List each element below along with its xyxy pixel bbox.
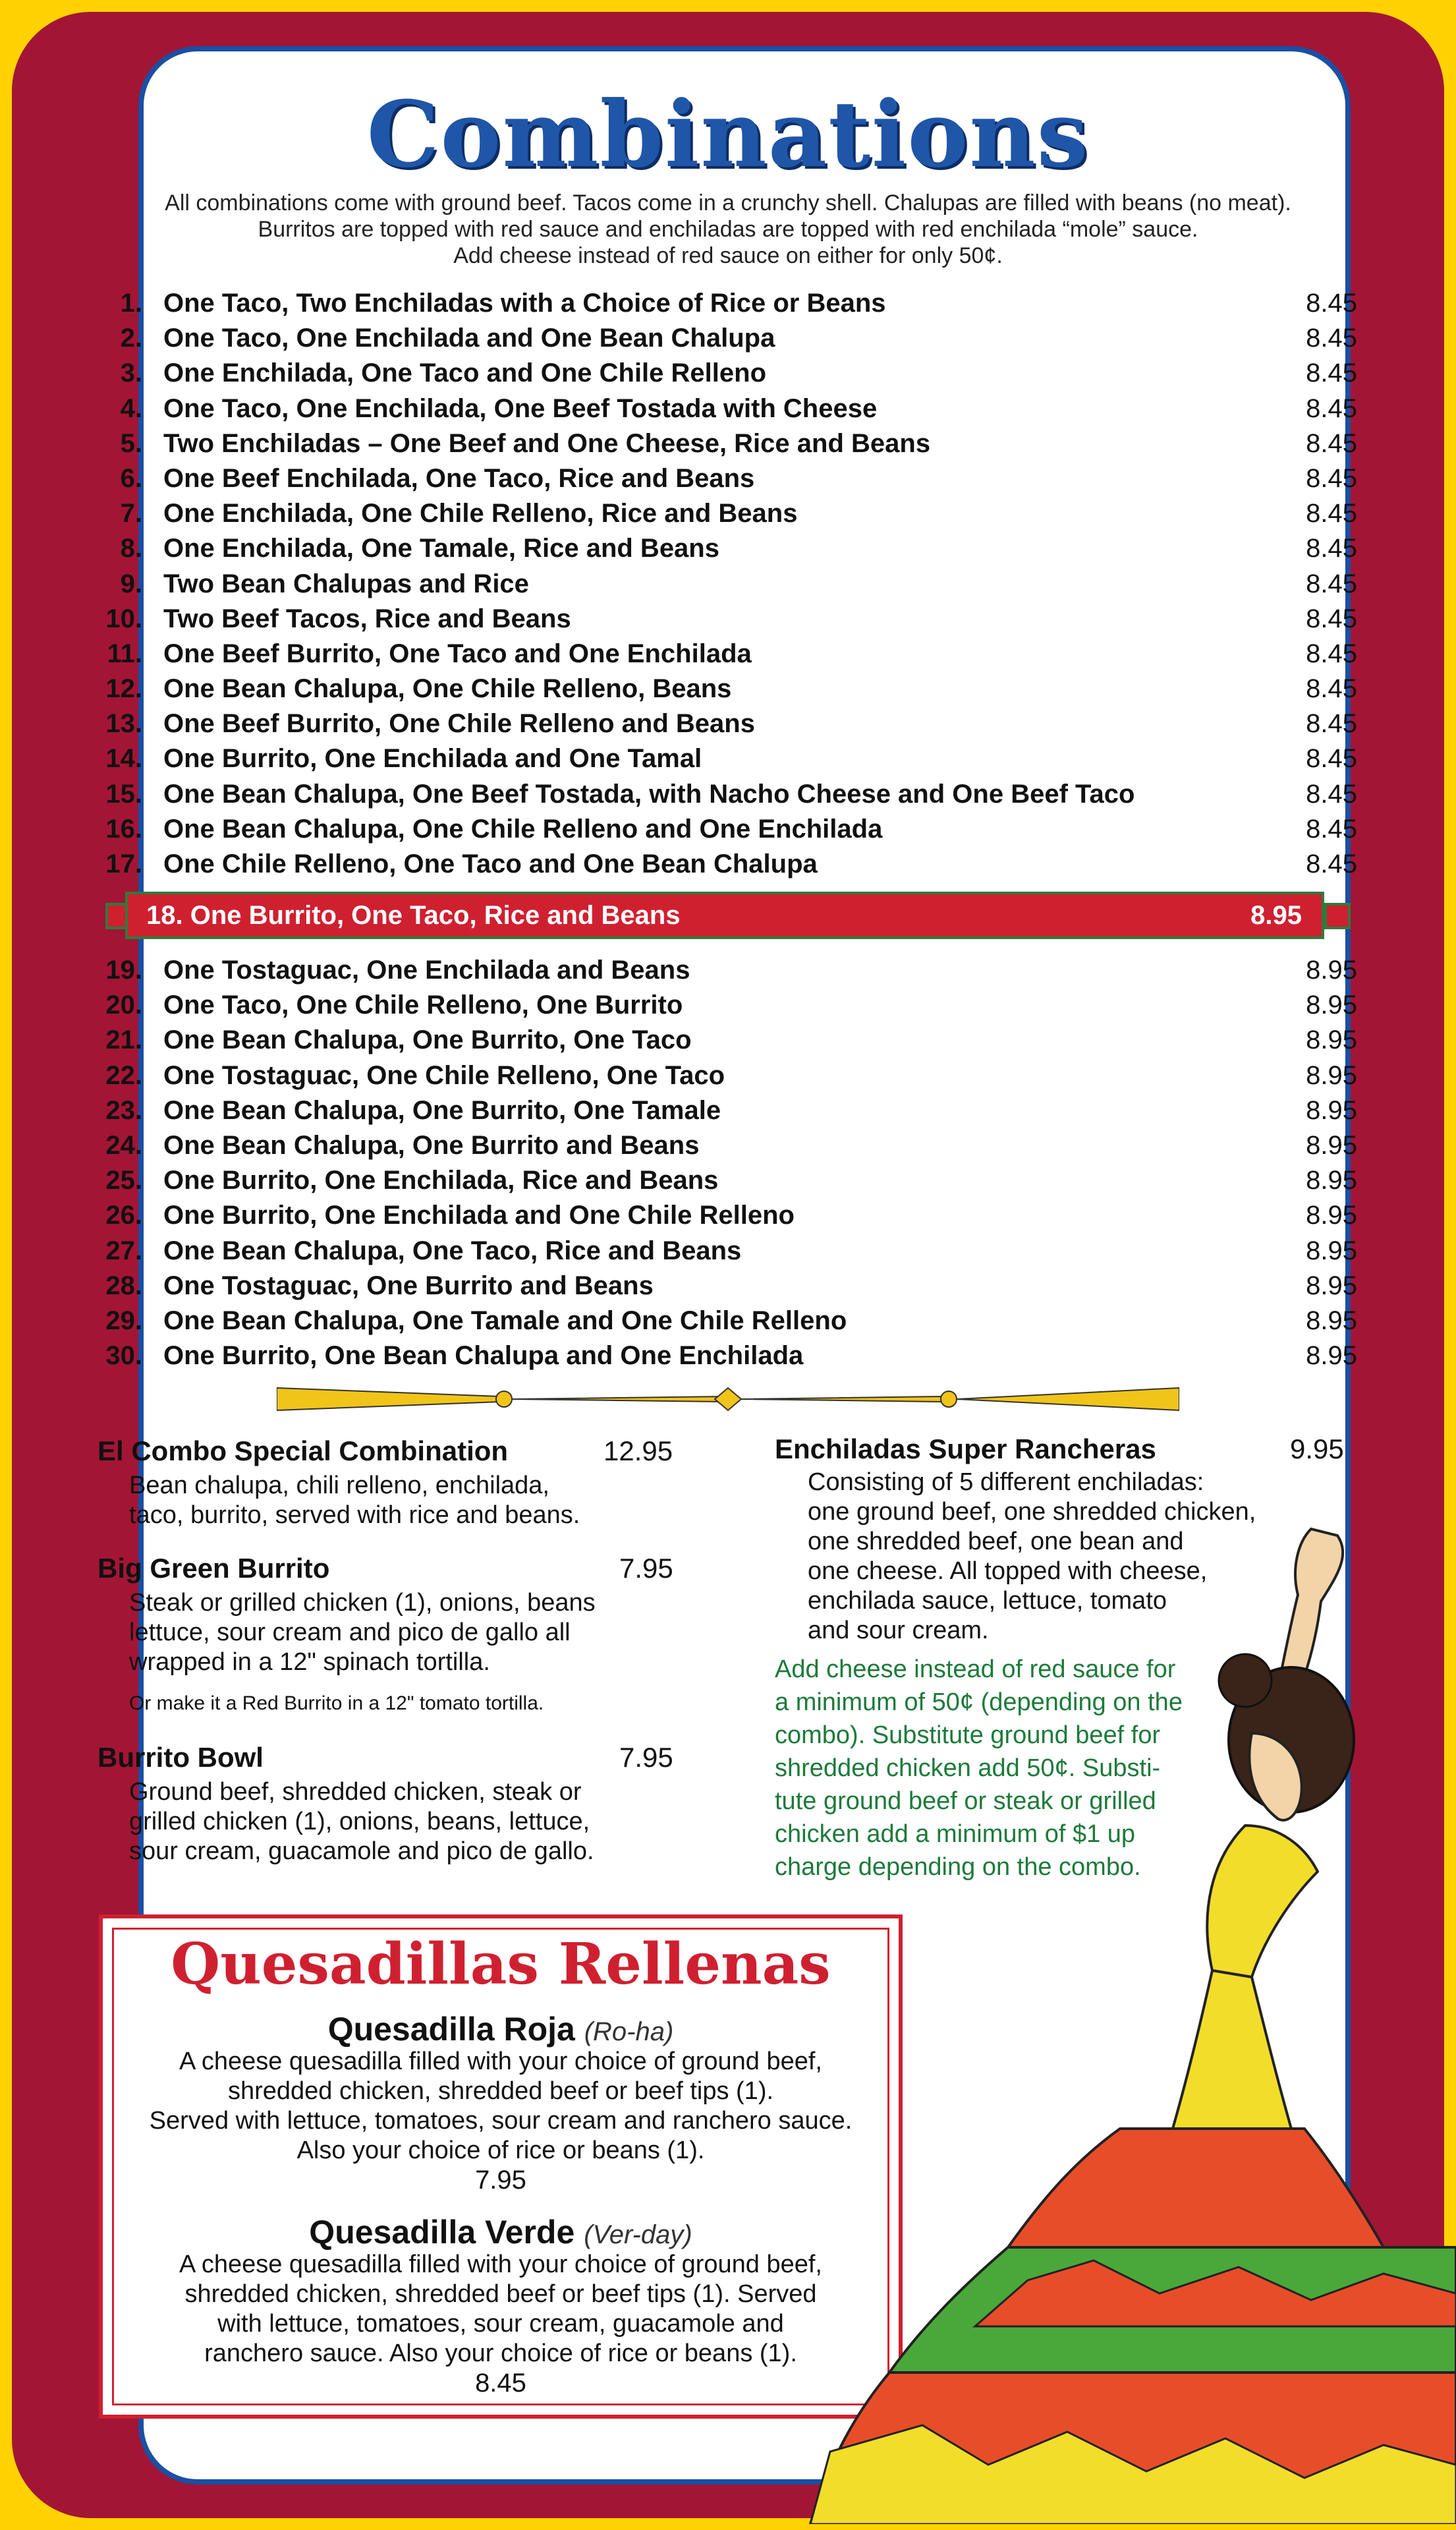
combo-row — [99, 1023, 1357, 1058]
note-line: shredded chicken add 50¢. Substi- — [775, 1754, 1161, 1782]
combo-number: 11. — [107, 639, 142, 668]
desc-line: grilled chicken (1), onions, beans, lettuce, — [129, 1808, 590, 1835]
desc-line: and sour cream. — [808, 1617, 989, 1644]
desc-line: enchilada sauce, lettuce, tomato — [808, 1587, 1167, 1615]
desc-line: Bean chalupa, chili relleno, enchilada, — [129, 1472, 549, 1499]
combo-price: 8.45 — [1306, 639, 1357, 668]
combo-row — [99, 567, 1357, 602]
intro-line: Burritos are topped with red sauce and enchiladas are topped with red enchilada “mole” sauce. — [258, 217, 1198, 242]
flamenco-dancer-illustration — [791, 1516, 1456, 2524]
combo-row — [99, 531, 1357, 566]
combo-price: 8.95 — [1306, 1095, 1357, 1125]
combo-name: Two Bean Chalupas and Rice — [163, 569, 529, 598]
quesadilla-verde-price: 8.45 — [475, 2369, 526, 2398]
desc-line: one ground beef, one shredded chicken, — [808, 1498, 1256, 1526]
quesadilla-roja-name — [99, 2010, 903, 2048]
combo-row — [99, 321, 1357, 356]
combo-row — [99, 637, 1357, 672]
burrito-bowl-desc — [129, 1777, 594, 1866]
combo-name: One Bean Chalupa, One Burrito, One Tamale — [163, 1095, 721, 1125]
combo-number: 30. — [105, 1341, 142, 1371]
super-rancheras-price: 9.95 — [1290, 1433, 1344, 1464]
combo-number: 14. — [105, 744, 142, 774]
combo-row — [99, 286, 1357, 321]
desc-line: one shredded beef, one bean and — [808, 1528, 1184, 1555]
desc-line: Consisting of 5 different enchiladas: — [808, 1468, 1204, 1496]
combo-name: Two Enchiladas – One Beef and One Cheese, Rice and Beans — [163, 428, 931, 458]
combo-number: 3. — [120, 359, 142, 388]
combo-price: 8.95 — [1306, 1306, 1357, 1335]
desc-line: wrapped in a 12" spinach tortilla. — [129, 1648, 490, 1676]
note-line: combo). Substitute ground beef for — [775, 1721, 1161, 1749]
combo-price: 8.45 — [1306, 393, 1357, 423]
combo-number: 26. — [105, 1201, 142, 1230]
combo-price: 8.95 — [1306, 991, 1357, 1020]
combo-price: 8.95 — [1306, 1236, 1357, 1265]
combo-price: 8.95 — [1306, 1025, 1357, 1055]
combo-name: One Beef Burrito, One Taco and One Enchilada — [163, 639, 752, 668]
combo-name: One Tostaguac, One Enchilada and Beans — [163, 956, 690, 985]
combo-number: 19. — [105, 956, 142, 985]
combo-row — [99, 1304, 1357, 1338]
combo-price: 8.45 — [1306, 534, 1357, 563]
pronunciation: (Ver-day) — [584, 2220, 692, 2249]
desc-line: lettuce, sour cream and pico de gallo all — [129, 1619, 571, 1646]
combo-price: 8.95 — [1306, 1130, 1357, 1160]
intro-line: Add cheese instead of red sauce on either for only 50¢. — [453, 243, 1003, 268]
combo-row — [99, 1234, 1357, 1269]
desc-line: shredded chicken, shredded beef or beef tips (1). — [227, 2077, 774, 2105]
combo-name: One Burrito, One Enchilada, Rice and Beans — [163, 1166, 719, 1195]
combo-name: One Taco, One Enchilada and One Bean Chalupa — [163, 324, 775, 353]
el-combo-title: El Combo Special Combination — [98, 1435, 509, 1466]
quesadilla-verde-name — [99, 2213, 903, 2251]
combo-name: One Beef Enchilada, One Taco, Rice and Beans — [163, 463, 755, 493]
combo-row — [99, 461, 1357, 496]
combo-number: 27. — [105, 1236, 142, 1265]
combo-row — [99, 496, 1357, 531]
big-green-price: 7.95 — [619, 1553, 673, 1584]
combo-price: 8.45 — [1306, 499, 1357, 529]
combo-row — [99, 777, 1357, 812]
combo-number: 16. — [105, 814, 142, 844]
note-line: tute ground beef or steak or grilled — [775, 1787, 1156, 1815]
dish-name: Quesadilla Verde — [309, 2214, 575, 2251]
combo-number: 12. — [105, 674, 142, 704]
combo-name: One Bean Chalupa, One Chile Relleno, Beans — [163, 674, 732, 704]
combo-row — [99, 602, 1357, 637]
desc-line: one cheese. All topped with cheese, — [808, 1557, 1208, 1585]
highlight-price: 8.95 — [1250, 901, 1302, 930]
combo-row — [99, 356, 1357, 391]
combo-name: Two Beef Tacos, Rice and Beans — [163, 604, 571, 633]
combo-number: 9. — [120, 569, 142, 598]
note-line: charge depending on the combo. — [775, 1853, 1141, 1881]
combo-price: 8.45 — [1306, 674, 1357, 704]
combo-number: 29. — [105, 1306, 142, 1335]
combo-price: 8.45 — [1306, 289, 1357, 318]
burrito-bowl-price: 7.95 — [619, 1742, 673, 1773]
big-green-note: Or make it a Red Burrito in a 12" tomato tortilla. — [129, 1692, 544, 1714]
desc-line: with lettuce, tomatoes, sour cream, guacamole and — [217, 2310, 784, 2338]
combo-number: 23. — [105, 1095, 142, 1125]
desc-line: taco, burrito, served with rice and beans. — [129, 1501, 580, 1529]
combo-price: 8.45 — [1306, 463, 1357, 493]
combo-number: 13. — [105, 709, 142, 739]
combo-name: One Burrito, One Bean Chalupa and One Enchilada — [163, 1341, 804, 1371]
combo-number: 28. — [105, 1271, 142, 1300]
combo-row — [99, 741, 1357, 776]
combo-number: 2. — [120, 324, 142, 353]
combo-number: 15. — [105, 779, 142, 809]
desc-line: Steak or grilled chicken (1), onions, beans — [129, 1589, 596, 1617]
combo-row — [99, 988, 1357, 1023]
combo-row — [99, 953, 1357, 988]
quesadilla-roja-desc — [99, 2047, 903, 2166]
combo-name: One Chile Relleno, One Taco and One Bean Chalupa — [163, 849, 818, 878]
combo-name: One Tostaguac, One Chile Relleno, One Taco — [163, 1060, 725, 1090]
big-green-desc — [129, 1588, 596, 1677]
super-rancheras-title: Enchiladas Super Rancheras — [775, 1433, 1156, 1464]
combo-number: 21. — [105, 1025, 142, 1055]
combo-row — [99, 672, 1357, 706]
combo-list-2 — [99, 953, 1357, 1373]
quesadillas-title: Quesadillas Rellenas — [171, 1931, 831, 1998]
combo-number: 6. — [120, 463, 142, 493]
combo-row — [99, 812, 1357, 847]
combo-price: 8.95 — [1306, 1201, 1357, 1230]
combo-price: 8.45 — [1306, 744, 1357, 774]
combo-number: 4. — [120, 393, 142, 423]
combo-row — [99, 391, 1357, 426]
combo-price: 8.45 — [1306, 814, 1357, 844]
dish-name: Quesadilla Roja — [327, 2011, 575, 2048]
combo-name: One Taco, One Enchilada, One Beef Tostada with Cheese — [163, 393, 878, 423]
combo-name: One Bean Chalupa, One Chile Relleno and One Enchilada — [163, 814, 883, 844]
highlight-combo-18 — [125, 892, 1324, 939]
combo-row — [99, 1163, 1357, 1198]
combo-number: 10. — [105, 604, 142, 633]
combo-price: 8.45 — [1306, 359, 1357, 388]
note-line: Add cheese instead of red sauce for — [775, 1655, 1176, 1683]
combo-price: 8.95 — [1306, 1166, 1357, 1195]
intro-text — [132, 190, 1324, 269]
combo-price: 8.45 — [1306, 604, 1357, 633]
combo-price: 8.45 — [1306, 779, 1357, 809]
combo-name: One Burrito, One Enchilada and One Chile Relleno — [163, 1201, 795, 1230]
combo-number: 17. — [105, 849, 142, 878]
combo-name: One Enchilada, One Tamale, Rice and Beans — [163, 534, 719, 563]
combo-name: One Taco, Two Enchiladas with a Choice of Rice or Beans — [163, 289, 886, 318]
combo-name: One Enchilada, One Chile Relleno, Rice and Beans — [163, 499, 798, 529]
combo-row — [99, 1269, 1357, 1304]
combo-price: 8.45 — [1306, 849, 1357, 878]
combo-name: One Burrito, One Enchilada and One Tamal — [163, 744, 702, 774]
combo-name: One Bean Chalupa, One Taco, Rice and Beans — [163, 1236, 742, 1265]
combo-row — [99, 847, 1357, 882]
combo-number: 20. — [105, 991, 142, 1020]
combo-row — [99, 1338, 1357, 1373]
combo-price: 8.45 — [1306, 569, 1357, 598]
combo-name: One Taco, One Chile Relleno, One Burrito — [163, 991, 683, 1020]
combo-price: 8.95 — [1306, 1341, 1357, 1371]
combo-name: One Bean Chalupa, One Burrito and Beans — [163, 1130, 700, 1160]
combo-name: One Tostaguac, One Burrito and Beans — [163, 1271, 654, 1300]
pronunciation: (Ro-ha) — [584, 2017, 674, 2046]
combo-row — [99, 426, 1357, 461]
combo-number: 24. — [105, 1130, 142, 1160]
combo-number: 8. — [120, 534, 142, 563]
combo-price: 8.95 — [1306, 956, 1357, 985]
highlight-label: 18. One Burrito, One Taco, Rice and Beans — [146, 901, 681, 930]
el-combo-price: 12.95 — [603, 1435, 673, 1466]
burrito-bowl-title: Burrito Bowl — [98, 1742, 264, 1773]
combo-price: 8.95 — [1306, 1060, 1357, 1090]
combo-row — [99, 1093, 1357, 1128]
combo-price: 8.45 — [1306, 324, 1357, 353]
quesadilla-roja-price: 7.95 — [475, 2166, 526, 2195]
combo-number: 7. — [120, 499, 142, 529]
combo-number: 1. — [120, 289, 142, 318]
combo-number: 25. — [105, 1166, 142, 1195]
el-combo-desc — [129, 1471, 580, 1530]
combo-number: 22. — [105, 1060, 142, 1090]
desc-line: A cheese quesadilla filled with your choice of ground beef, — [179, 2048, 822, 2075]
combo-row — [99, 1128, 1357, 1163]
combo-price: 8.95 — [1306, 1271, 1357, 1300]
desc-line: A cheese quesadilla filled with your choice of ground beef, — [179, 2251, 822, 2278]
combo-row — [99, 706, 1357, 741]
ornament-divider — [277, 1383, 1179, 1416]
combo-name: One Bean Chalupa, One Beef Tostada, with Nacho Cheese and One Beef Taco — [163, 779, 1135, 809]
combo-number: 5. — [120, 428, 142, 458]
desc-line: shredded chicken, shredded beef or beef tips (1). Served — [184, 2280, 817, 2308]
combo-price: 8.45 — [1306, 709, 1357, 739]
combo-list-1 — [99, 286, 1357, 882]
highlight-tab-right — [1324, 903, 1351, 929]
combo-row — [99, 1058, 1357, 1093]
desc-line: sour cream, guacamole and pico de gallo. — [129, 1837, 594, 1865]
combo-name: One Beef Burrito, One Chile Relleno and Beans — [163, 709, 755, 739]
combo-price: 8.45 — [1306, 428, 1357, 458]
desc-line: Also your choice of rice or beans (1). — [296, 2137, 705, 2164]
intro-line: All combinations come with ground beef. Tacos come in a crunchy shell. Chalupas are filled with beans (no meat). — [165, 190, 1291, 216]
desc-line: Ground beef, shredded chicken, steak or — [129, 1778, 582, 1806]
note-line: a minimum of 50¢ (depending on the — [775, 1688, 1183, 1716]
combo-name: One Enchilada, One Taco and One Chile Relleno — [163, 359, 766, 388]
combo-name: One Bean Chalupa, One Tamale and One Chile Relleno — [163, 1306, 847, 1335]
combo-row — [99, 1198, 1357, 1233]
desc-line: ranchero sauce. Also your choice of rice or beans (1). — [204, 2340, 797, 2367]
quesadilla-verde-desc — [99, 2250, 903, 2369]
note-line: chicken add a minimum of $1 up — [775, 1820, 1136, 1848]
big-green-title: Big Green Burrito — [98, 1553, 330, 1584]
desc-line: Served with lettuce, tomatoes, sour cream and ranchero sauce. — [149, 2107, 853, 2135]
combo-name: One Bean Chalupa, One Burrito, One Taco — [163, 1025, 692, 1055]
page-title: Combinations — [366, 80, 1090, 188]
